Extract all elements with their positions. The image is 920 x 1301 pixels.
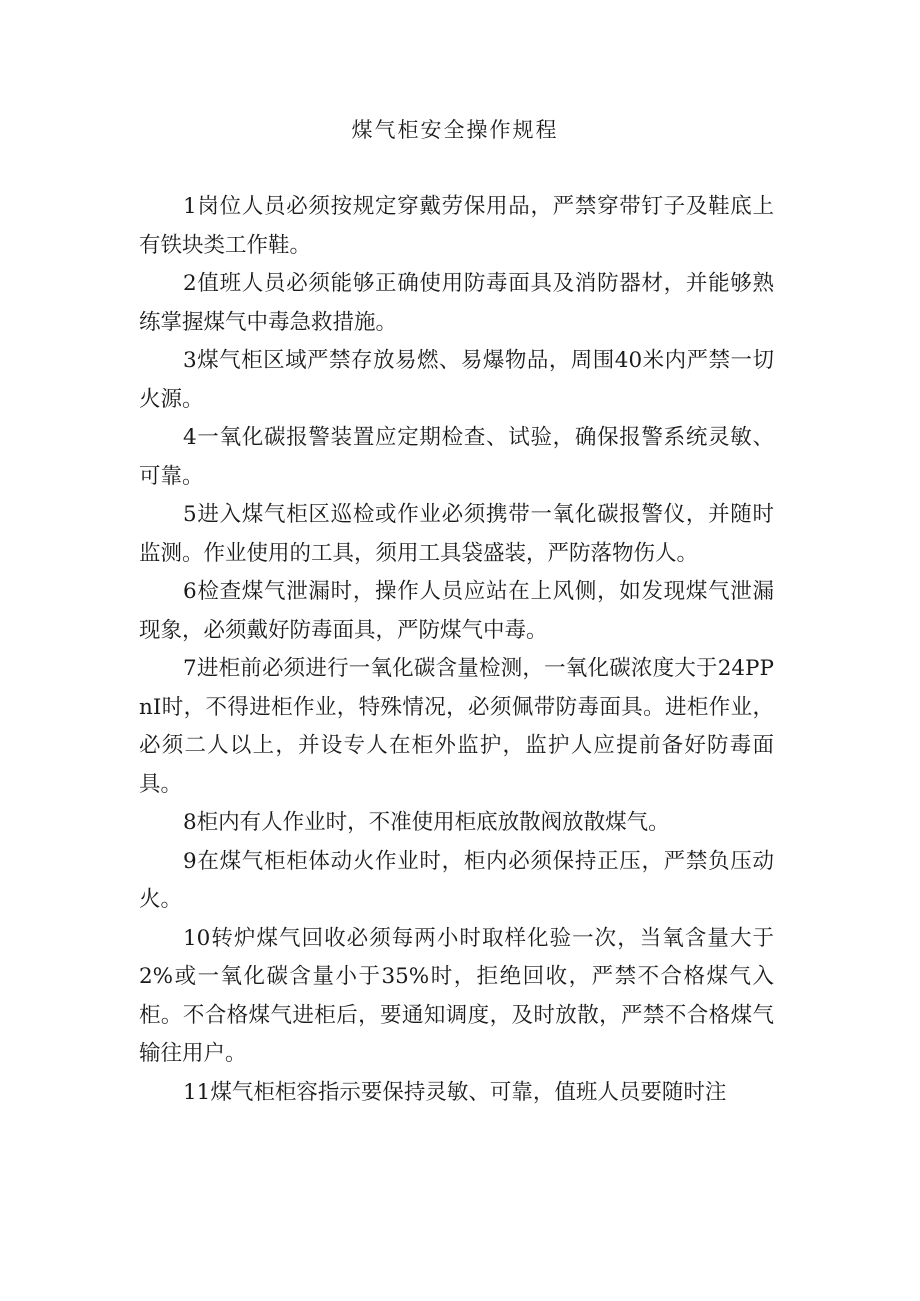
paragraph-2: 2值班人员必须能够正确使用防毒面具及消防器材，并能够熟练掌握煤气中毒急救措施。: [139, 271, 774, 335]
paragraph-7: 7进柜前必须进行一氧化碳含量检测，一氧化碳浓度大于24PPnI时，不得进柜作业，特殊情况，必须佩带防毒面具。进柜作业，必须二人以上，并设专人在柜外监护，监护人应提前备好防毒面具。: [139, 656, 774, 797]
paragraph-4: 4一氧化碳报警装置应定期检查、试验，确保报警系统灵敏、可靠。: [139, 425, 774, 489]
paragraph-6: 6检查煤气泄漏时，操作人员应站在上风侧，如发现煤气泄漏现象，必须戴好防毒面具，严防煤气中毒。: [139, 579, 774, 643]
paragraph-9: 9在煤气柜柜体动火作业时，柜内必须保持正压，严禁负压动火。: [139, 848, 774, 912]
paragraph-8: 8柜内有人作业时，不准使用柜底放散阀放散煤气。: [183, 810, 670, 835]
paragraph-5: 5进入煤气柜区巡检或作业必须携带一氧化碳报警仪，并随时监测。作业使用的工具，须用工具袋盛装，严防落物伤人。: [139, 502, 774, 566]
paragraph-10: 10转炉煤气回收必须每两小时取样化验一次，当氧含量大于2%或一氧化碳含量小于35%时，拒绝回收，严禁不合格煤气入柜。不合格煤气进柜后，要通知调度，及时放散，严禁不合格煤气输往用户。: [139, 925, 774, 1066]
document-body: [139, 188, 774, 1112]
paragraph-3: 3煤气柜区域严禁存放易燃、易爆物品，周围40米内严禁一切火源。: [139, 348, 774, 412]
document-title: 煤气柜安全操作规程: [351, 118, 559, 142]
paragraph-1: 1岗位人员必须按规定穿戴劳保用品，严禁穿带钉子及鞋底上有铁块类工作鞋。: [139, 194, 774, 258]
paragraph-11: 11煤气柜柜容指示要保持灵敏、可靠，值班人员要随时注: [183, 1079, 727, 1105]
